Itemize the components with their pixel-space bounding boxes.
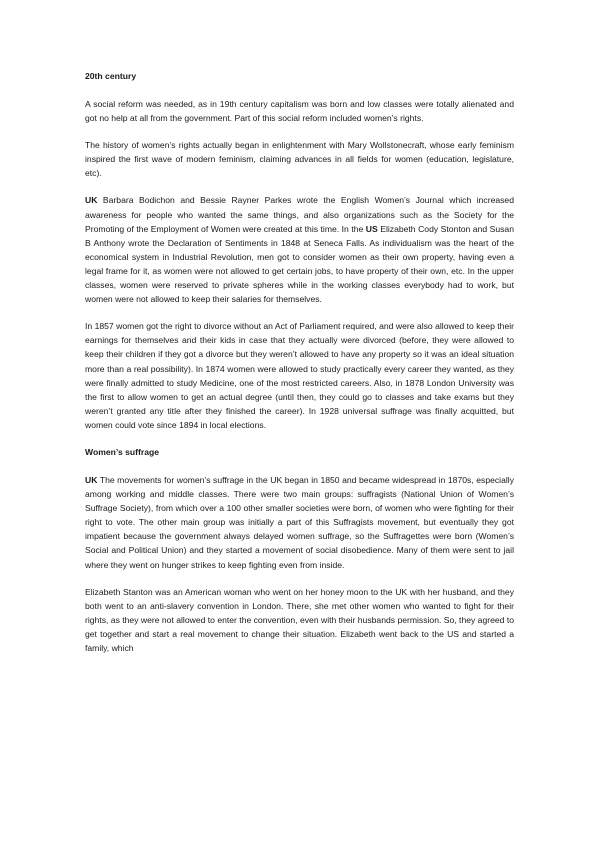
paragraph xyxy=(85,473,514,572)
label-us: US xyxy=(365,223,378,234)
paragraph xyxy=(85,138,514,180)
label-uk: UK xyxy=(85,195,98,206)
heading-womens-suffrage: Women’s suffrage xyxy=(85,446,160,457)
label-uk: UK xyxy=(85,474,98,485)
text-run: The history of women’s rights actually began in enlightenment with Mary Wollstonecraft, whose early feminism inspired the first wave of modern feminism, claiming advances in all fields for women (education, legislature, etc). xyxy=(85,140,514,179)
text-run: Barbara Bodichon and Bessie Rayner Parkes wrote the English Women’s Journal which increased awareness for people who wanted the same things, and also organizations such as the Society for the Promoting of the Employment of Women were created at this time. In the xyxy=(85,195,514,234)
text-run: Elizabeth Stanton was an American woman who went on her honey moon to the UK with her husband, and they both went to an anti-slavery convention in London. There, she met other women who wanted to fight for their rights, as they were not allowed to enter the convention, even with their husbands permission. So, they agreed to get together and start a real movement to change their situation. Elizabeth went back to the US and started a family, which xyxy=(85,586,514,653)
text-run: In 1857 women got the right to divorce without an Act of Parliament required, and were also allowed to keep their earnings for themselves and their kids in case that they actually were divorced (before, they were allowed to keep their children if they got a divorce but they weren’t allowed to have any property so it was an ideal situation more than a real possibility). In 1874 women were allowed to study practically every career they wanted, as they were finally admitted to study Medicine, one of the most restricted careers. Also, in 1878 London University was the first to allow women to get an actual degree (until then, they could go to classes and take exams but they weren’t granted any title after they finished the career). In 1928 universal suffrage was finally acquitted, but women could vote since 1894 in local elections. xyxy=(85,321,514,430)
heading-20th-century: 20th century xyxy=(85,71,137,81)
paragraph xyxy=(85,97,514,125)
text-run: The movements for women’s suffrage in the UK began in 1850 and became widespread in 1870s, especially among working and middle classes. There were two main groups: suffragists (National Union of Women’s Suffrage Society), from which over a 100 other smaller societies were born, of women who were fighting for their right to vote. The other main group was initially a part of this Suffragists movement, but eventually they got impatient because the government always delayed women suffrage, so the Suffragettes were born (Women’s Social and Political Union) and they started a movement of social disobedience. Many of them were sent to jail where they went on hunger strikes to keep fighting even from inside. xyxy=(85,474,514,570)
paragraph xyxy=(85,193,514,306)
paragraph xyxy=(85,585,514,655)
paragraph xyxy=(85,319,514,432)
text-run: Elizabeth Cody Stonton and Susan B Anthony wrote the Declaration of Sentiments in 1848 at Seneca Falls. As individualism was the heart of the economical system in Industrial Revolution, men got to consider women as their own property, having even a legal frame for it, as women were not allowed to get certain jobs, to have property of their own, etc. In the upper classes, women were reserved to private spheres while in the working classes everybody had to work, but women were not allowed to keep their salaries for themselves. xyxy=(85,223,514,305)
text-run: A social reform was needed, as in 19th century capitalism was born and low classes were totally alienated and got no help at all from the government. Part of this social reform included women’s rights. xyxy=(85,99,514,124)
